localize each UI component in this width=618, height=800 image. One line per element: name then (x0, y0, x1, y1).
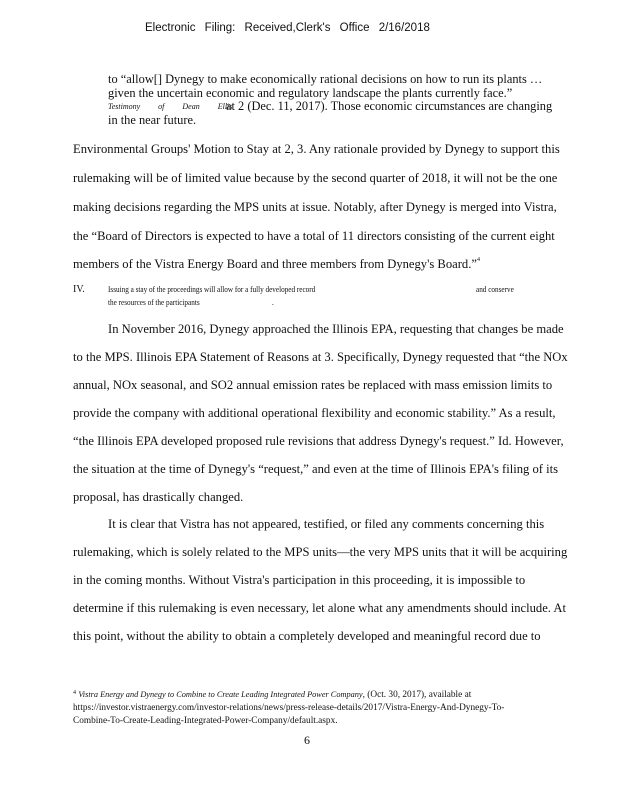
body-line: annual, NOx seasonal, and SO2 annual emission rates be replaced with mass emission limits to (73, 378, 553, 392)
testimony-citation: Testimony of Dean Ellis (108, 102, 233, 111)
footnote-url: Combine-To-Create-Leading-Integrated-Power-Company/default.aspx. (73, 716, 338, 726)
body-line-text: members of the Vistra Energy Board and three members from Dynegy's Board.” (73, 257, 477, 271)
footnote (73, 690, 471, 700)
quote-line: in the near future. (108, 113, 197, 127)
section-heading: the resources of the participants (108, 298, 200, 307)
body-line: “the Illinois EPA developed proposed rule revisions that address Dynegy's request.” Id. However, (73, 434, 564, 448)
footnote-title: Vistra Energy and Dynegy to Combine to Create Leading Integrated Power Company (78, 690, 363, 699)
page-number: 6 (304, 733, 310, 747)
body-line: determine if this rulemaking is even necessary, let alone what any amendments should include. At (73, 601, 567, 615)
body-line: this point, without the ability to obtain a completely developed and meaningful record due to (73, 629, 541, 643)
body-line: making decisions regarding the MPS units at issue. Notably, after Dynegy is merged into Vistra, (73, 200, 557, 214)
filing-header: Electronic Filing: Received,Clerk's Office 2/16/2018 (145, 22, 430, 34)
body-line: rulemaking, which is solely related to the MPS units—the very MPS units that it will be acquiring (73, 545, 568, 559)
footnote-ref: 4 (476, 257, 480, 263)
body-line: rulemaking will be of limited value because by the second quarter of 2018, it will not be the one (73, 171, 558, 185)
quote-line: given the uncertain economic and regulatory landscape the plants currently face.” (108, 86, 513, 100)
body-line: to the MPS. Illinois EPA Statement of Reasons at 3. Specifically, Dynegy requested that “the NOx (73, 350, 568, 364)
body-line: proposal, has drastically changed. (73, 490, 244, 504)
footnote-url: https://investor.vistraenergy.com/investor-relations/news/press-release-details/2017/Vistra-Energy-And-Dynegy-To- (73, 703, 505, 713)
body-line: In November 2016, Dynegy approached the Illinois EPA, requesting that changes be made (108, 322, 564, 336)
body-line: provide the company with additional operational flexibility and economic stability.” As a result, (73, 406, 556, 420)
footnote-marker: 4 (73, 690, 76, 696)
quote-line: at 2 (Dec. 11, 2017). Those economic circumstances are changing (226, 99, 553, 113)
footnote-text: , (Oct. 30, 2017), available at (362, 690, 472, 700)
body-line: It is clear that Vistra has not appeared, testified, or filed any comments concerning this (108, 517, 545, 531)
body-line: the “Board of Directors is expected to have a total of 11 directors consisting of the current eight (73, 229, 555, 243)
section-number: IV. (73, 284, 85, 295)
section-heading: . (272, 298, 274, 307)
body-line: the situation at the time of Dynegy's “request,” and even at the time of Illinois EPA's filing of its (73, 462, 558, 476)
section-heading: and conserve (476, 285, 514, 294)
body-line (73, 257, 480, 272)
body-line: Environmental Groups' Motion to Stay at 2, 3. Any rationale provided by Dynegy to support this (73, 142, 560, 156)
quote-line: to “allow[] Dynegy to make economically rational decisions on how to run its plants … (108, 72, 543, 86)
section-heading: Issuing a stay of the proceedings will allow for a fully developed record (108, 285, 316, 294)
body-line: in the coming months. Without Vistra's participation in this proceeding, it is impossible to (73, 573, 526, 587)
